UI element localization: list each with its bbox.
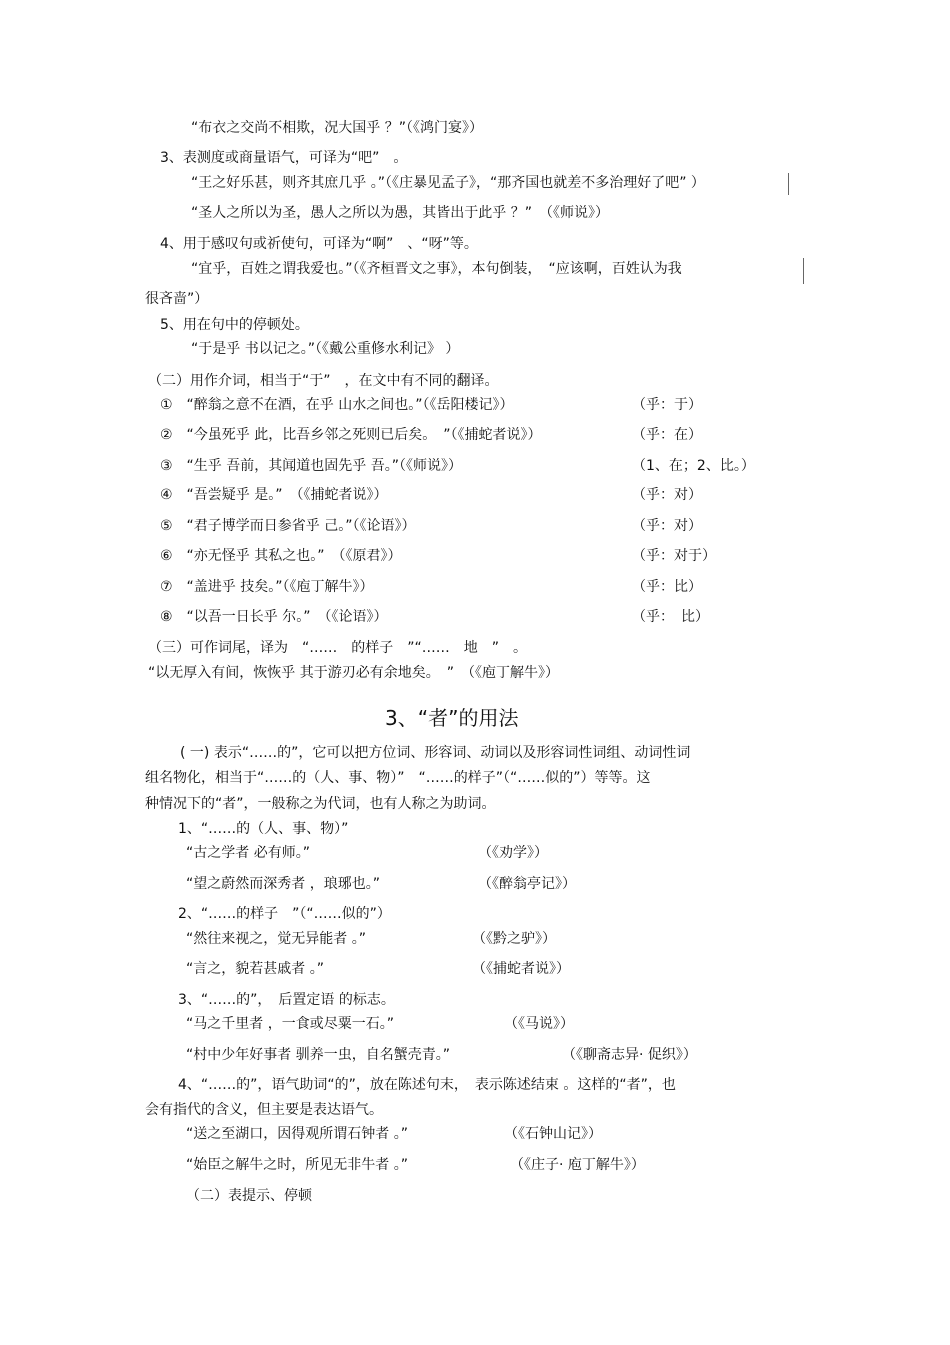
example-line: “望之蔚然而深秀者 ，琅琊也。” [186, 876, 380, 892]
list-item-heading: 3、“……的”， 后置定语 的标志。 [178, 992, 395, 1008]
translation-note: （乎： 比） [632, 609, 709, 625]
list-item-heading: 3、表测度或商量语气，可译为“吧” 。 [160, 150, 408, 166]
source-citation: （《捕蛇者说》） [472, 961, 570, 977]
example-line: “圣人之所以为圣，愚人之所以为愚，其皆出于此乎 ？” （《师说》） [191, 205, 609, 221]
example-line: ⑤ “君子博学而日参省乎 己。”（《论语》） [160, 518, 416, 534]
example-line: “送之至湖口，因得观所谓石钟者 。” [186, 1126, 408, 1142]
paragraph-line: ( 一) 表示“……的”，它可以把方位词、形容词、动词以及形容词性词组、动词性词 [180, 745, 691, 761]
section-heading: （二）表提示、停顿 [186, 1188, 312, 1204]
source-citation: （《醉翁亭记》） [478, 876, 576, 892]
translation-note: （乎：对于） [632, 548, 716, 564]
source-citation: （《劝学》） [478, 845, 548, 861]
example-line: ① “醉翁之意不在酒，在乎 山水之间也。”（《岳阳楼记》） [160, 397, 514, 413]
example-line-continued: 很吝啬”） [145, 291, 209, 307]
translation-note: （乎：对） [632, 487, 702, 503]
example-line: ⑥ “亦无怪乎 其私之也。” （《原君》） [160, 548, 402, 564]
section-title: 3、“者”的用法 [385, 706, 519, 730]
example-line: “马之千里者 ，一食或尽粟一石。” [186, 1016, 394, 1032]
example-line: ② “今虽死乎 此，比吾乡邻之死则已后矣。 ”（《捕蛇者说》） [160, 427, 542, 443]
example-line: “古之学者 必有师。” [186, 845, 310, 861]
example-line: “布衣之交尚不相欺，况大国乎 ？”（《鸿门宴》） [191, 120, 483, 136]
translation-note: （乎：于） [632, 397, 702, 413]
example-line: “于是乎 书以记之。”（《戴公重修水利记》 ） [191, 341, 460, 357]
section-heading: （二）用作介词，相当于“于” ，在文中有不同的翻译。 [148, 373, 499, 389]
example-line: “村中少年好事者 驯养一虫，自名蟹壳青。” [186, 1047, 450, 1063]
example-line: ⑦ “盖进乎 技矣。”（《庖丁解牛》） [160, 579, 374, 595]
source-citation: （《黔之驴》） [472, 931, 556, 947]
margin-mark [803, 258, 804, 284]
list-item-heading: 4、用于感叹句或祈使句，可译为“啊” 、“呀”等。 [160, 236, 478, 252]
source-citation: （《聊斋志异· 促织》） [562, 1047, 697, 1063]
paragraph-line: 会有指代的含义，但主要是表达语气。 [145, 1102, 383, 1118]
translation-note: （乎：对） [632, 518, 702, 534]
example-line: ③ “生乎 吾前，其闻道也固先乎 吾。”（《师说》） [160, 458, 462, 474]
example-line: ⑧ “以吾一日长乎 尔。” （《论语》） [160, 609, 388, 625]
translation-note: （乎：在） [632, 427, 702, 443]
example-line: “始臣之解牛之时，所见无非牛者 。” [186, 1157, 408, 1173]
paragraph-line: 组名物化，相当于“……的（人、事、物）” “……的样子”（“……似的”）等等。这 [145, 770, 651, 786]
source-citation: （《马说》） [504, 1016, 574, 1032]
translation-note: （乎：比） [632, 579, 702, 595]
example-line: “王之好乐甚，则齐其庶几乎 。”（《庄暴见孟子》，“那齐国也就差不多治理好了吧” ） [191, 175, 705, 191]
source-citation: （《庄子· 庖丁解牛》） [510, 1157, 645, 1173]
list-item-heading: 5、用在句中的停顿处。 [160, 317, 309, 333]
list-item-heading: 2、“……的样子 ”（“……似的”） [178, 906, 391, 922]
example-line: “以无厚入有间，恢恢乎 其于游刃必有余地矣。 ” （《庖丁解牛》） [148, 665, 559, 681]
margin-mark [788, 173, 789, 195]
example-line: “宜乎，百姓之谓我爱也。”（《齐桓晋文之事》，本句倒装， “应该啊，百姓认为我 [191, 261, 682, 277]
example-line: “言之，貌若甚戚者 。” [186, 961, 324, 977]
translation-note: （1、在；2、比。） [632, 458, 755, 474]
list-item-heading: 1、“……的（人、事、物）” [178, 821, 349, 837]
example-line: “然往来视之，觉无异能者 。” [186, 931, 366, 947]
source-citation: （《石钟山记》） [504, 1126, 602, 1142]
example-line: ④ “吾尝疑乎 是。” （《捕蛇者说》） [160, 487, 388, 503]
section-heading: （三）可作词尾，译为 “…… 的样子 ”“…… 地 ” 。 [148, 640, 528, 656]
paragraph-line: 种情况下的“者”，一般称之为代词，也有人称之为助词。 [145, 796, 496, 812]
list-item-heading: 4、“……的”，语气助词“的”，放在陈述句末， 表示陈述结束 。这样的“者”，也 [178, 1077, 676, 1093]
